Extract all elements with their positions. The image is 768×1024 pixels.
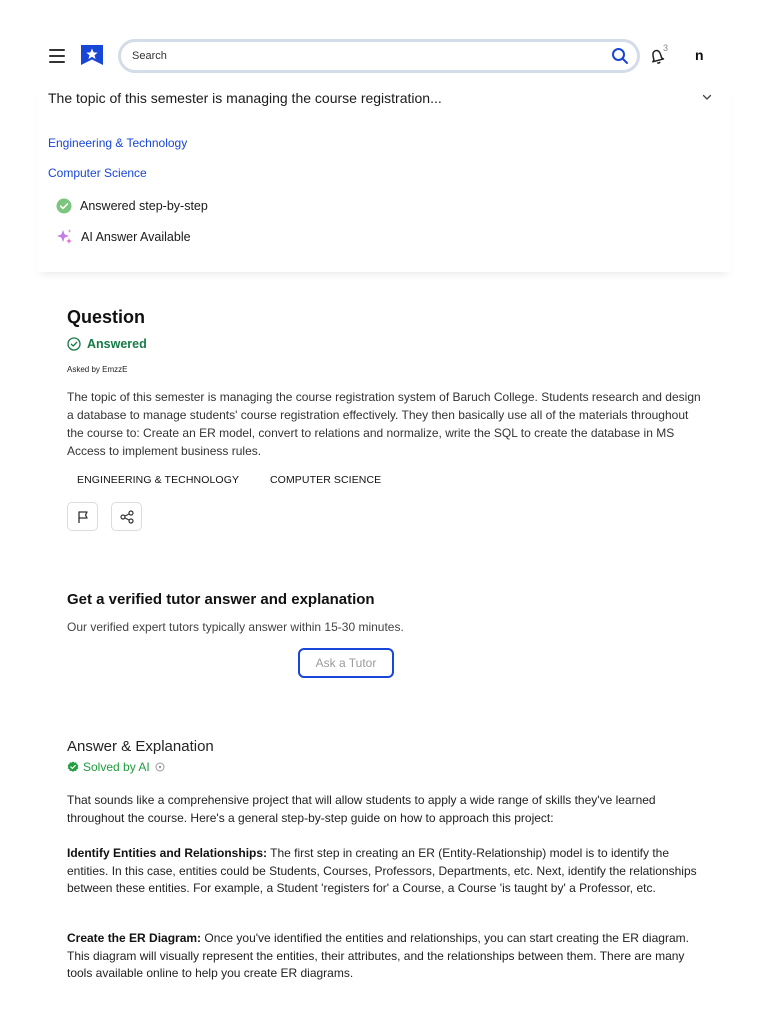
answered-step-label: Answered step-by-step: [80, 199, 208, 213]
verified-badge-icon: [67, 761, 79, 773]
check-circle-icon: [56, 198, 72, 214]
ai-answer-label: AI Answer Available: [81, 229, 191, 244]
tutor-subtext: Our verified expert tutors typically answer within 15-30 minutes.: [67, 620, 404, 634]
sparkle-icon: [56, 228, 73, 245]
info-icon[interactable]: [155, 762, 165, 772]
share-button[interactable]: [111, 502, 142, 531]
answered-step-badge: [56, 198, 208, 214]
answered-status-label: Answered: [87, 337, 147, 351]
ask-tutor-button[interactable]: Ask a Tutor: [298, 648, 394, 678]
answer-step-text: Once you've identified the entities and relationships, you can start creating the ER diagram. This diagram will visually represent the entities, their attributes, and the relationships between them. There are many tools available online to help you create ER diagrams.: [67, 931, 689, 980]
asked-by: Asked by EmzzE: [67, 365, 128, 374]
answer-step: [67, 845, 703, 898]
topic-title: The topic of this semester is managing the course registration...: [48, 90, 442, 106]
tag-computer-science[interactable]: COMPUTER SCIENCE: [270, 474, 382, 486]
subject-link-engineering[interactable]: Engineering & Technology: [48, 136, 188, 150]
search-bar: [118, 39, 640, 73]
tag-engineering[interactable]: ENGINEERING & TECHNOLOGY: [77, 474, 240, 486]
menu-icon[interactable]: [49, 49, 65, 63]
logo-icon[interactable]: [80, 44, 104, 66]
check-circle-outline-icon: [67, 337, 81, 351]
answer-intro: That sounds like a comprehensive project that will allow students to apply a wide range of skills they've learned throughout the course. Here's a general step-by-step guide on how to approach this project:: [67, 793, 656, 825]
question-heading: Question: [67, 307, 146, 327]
answer-heading: Answer & Explanation: [67, 738, 214, 755]
tutor-heading: Get a verified tutor answer and explanation: [67, 591, 375, 608]
topic-card: [37, 82, 731, 272]
top-bar: [37, 28, 731, 82]
answer-step-title: Identify Entities and Relationships:: [67, 846, 268, 860]
subject-link-computer-science[interactable]: Computer Science: [48, 166, 147, 180]
flag-button[interactable]: [67, 502, 98, 531]
question-body: The topic of this semester is managing the course registration system of Baruch College. Students research and design a database to manage students' course registration effectively. They then basically use all of the materials throughout the course to: Create an ER model, convert to relations and normalize, write the SQL to create the database in MS Access to implement business rules.: [67, 390, 701, 458]
chevron-down-icon[interactable]: [701, 91, 713, 103]
ai-answer-badge: [56, 228, 191, 245]
avatar[interactable]: n: [695, 47, 704, 63]
answer-step-text: The first step in creating an ER (Entity-Relationship) model is to identify the entities. In this case, entities could be Students, Courses, Professors, Departments, etc. Next, identify the relationships between these entities. For example, a Student 'registers for' a Course, a Course 'is taught by' a Professor, etc.: [67, 846, 697, 895]
notification-count: 3: [663, 43, 669, 53]
answer-step: [67, 930, 703, 983]
answer-step-title: Create the ER Diagram:: [67, 931, 202, 945]
answered-status: [67, 337, 147, 351]
search-input[interactable]: [132, 46, 602, 66]
solved-by-ai: [67, 760, 169, 774]
flag-icon: [76, 510, 90, 524]
search-icon[interactable]: [611, 47, 629, 65]
share-icon: [120, 510, 134, 524]
solved-by-ai-label: Solved by AI: [83, 760, 150, 774]
